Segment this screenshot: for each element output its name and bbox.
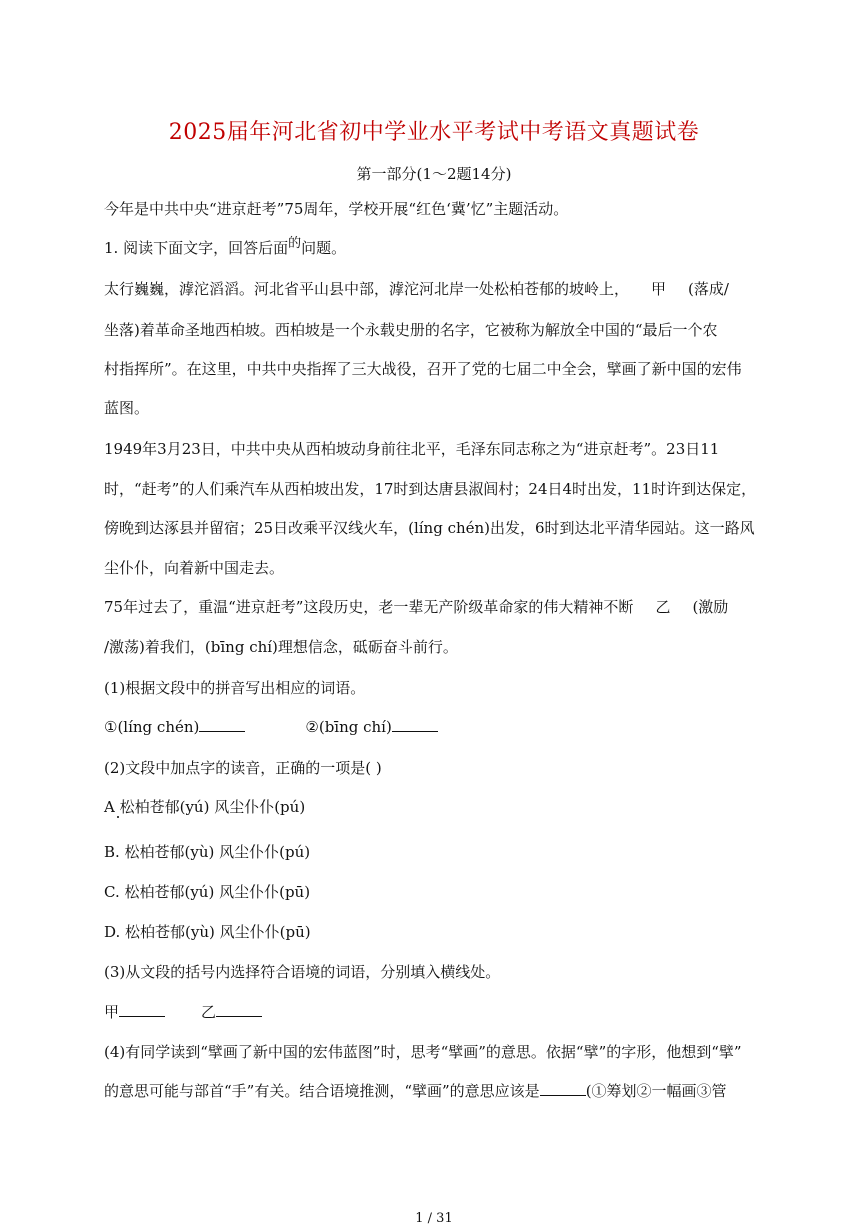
answer-blank[interactable] <box>540 1081 586 1096</box>
passage-text: 太行巍巍，滹沱滔滔。河北省平山县中部，滹沱河北岸一处松柏苍郁的坡岭上， <box>104 280 630 298</box>
passage-1-line-4: 蓝图。 <box>104 399 150 417</box>
page-number: 1 / 31 <box>415 1211 453 1226</box>
blank-mark-jia: 甲 <box>651 280 667 298</box>
passage-2-line-1: 1949年3月23日，中共中央从西柏坡动身前往北平，毛泽东同志称之为“进京赶考”。23日11 <box>104 440 720 458</box>
blank-label-yi: 乙 <box>201 1003 217 1021</box>
answer-blank[interactable] <box>199 717 245 732</box>
answer-blank[interactable] <box>119 1002 165 1017</box>
passage-1-line-1 <box>104 279 729 299</box>
passage-3-line-1 <box>104 597 728 617</box>
subquestion-3-blanks <box>104 1002 262 1022</box>
subquestion-2: (2)文段中加点字的读音，正确的一项是( ) <box>104 759 382 777</box>
blank-label-jia: 甲 <box>104 1003 120 1021</box>
passage-3-line-2: /激荡)着我们，(bīng chí)理想信念，砥砺奋斗前行。 <box>104 638 458 656</box>
q1-tail: 问题。 <box>301 239 347 257</box>
subquestion-1: (1)根据文段中的拼音写出相应的词语。 <box>104 679 366 697</box>
blank-label-a: ①(líng chén) <box>104 718 200 736</box>
option-c[interactable]: C. 松柏苍郁(yú) 风尘仆仆(pū) <box>104 883 311 901</box>
page-title: 2025届年河北省初中学业水平考试中考语文真题试卷 <box>168 120 700 145</box>
passage-2-line-2: 时，“赶考”的人们乘汽车从西柏坡出发，17时到达唐县淑闾村；24日4时出发，11时许到达保定， <box>104 480 757 498</box>
question-text: (①筹划②一幅画③管 <box>585 1082 727 1100</box>
subquestion-4-line-1: (4)有同学读到“擘画了新中国的宏伟蓝图”时，思考“擘画”的意思。依据“擘”的字形，他想到“擘” <box>104 1043 742 1061</box>
option-d[interactable]: D. 松柏苍郁(yù) 风尘仆仆(pū) <box>104 923 311 941</box>
passage-text: (落成/ <box>688 280 729 298</box>
answer-blank[interactable] <box>392 717 438 732</box>
passage-text: 75年过去了，重温“进京赶考”这段历史，老一辈无产阶级革命家的伟大精神不断 <box>104 598 634 616</box>
answer-blank[interactable] <box>216 1002 262 1017</box>
q1-raised-char: 的 <box>288 236 302 251</box>
passage-2-line-4: 尘仆仆，向着新中国走去。 <box>104 559 285 577</box>
option-a[interactable]: A 松柏苍郁(yú) 风尘仆仆(pú) <box>104 798 306 816</box>
subquestion-4-line-2 <box>104 1081 727 1101</box>
passage-text: (激励 <box>692 598 729 616</box>
q1-lead: 1. 阅读下面文字，回答后面 <box>104 239 289 257</box>
question-1-heading <box>104 238 346 260</box>
intro-text: 今年是中共中央“进京赶考”75周年，学校开展“红色‘冀’忆”主题活动。 <box>104 200 569 218</box>
passage-1-line-3: 村指挥所”。在这里，中共中央指挥了三大战役，召开了党的七届二中全会，擘画了新中国的宏伟 <box>104 360 742 378</box>
passage-2-line-3: 傍晚到达涿县并留宿；25日改乘平汉线火车，(líng chén)出发，6时到达北平清华园站。这一路风 <box>104 519 755 537</box>
passage-1-line-2: 坐落)着革命圣地西柏坡。西柏坡是一个永载史册的名字，它被称为解放全中国的“最后一个农 <box>104 321 718 339</box>
question-text: 的意思可能与部首“手”有关。结合语境推测，“擘画”的意思应该是 <box>104 1082 540 1100</box>
stray-dot <box>117 816 119 818</box>
subquestion-3: (3)从文段的括号内选择符合语境的词语，分别填入横线处。 <box>104 963 501 981</box>
section-subtitle: 第一部分(1～2题14分) <box>356 165 512 183</box>
subquestion-1-blanks <box>104 717 438 737</box>
blank-mark-yi: 乙 <box>655 598 671 616</box>
option-b[interactable]: B. 松柏苍郁(yù) 风尘仆仆(pú) <box>104 843 311 861</box>
blank-label-b: ②(bīng chí) <box>305 718 392 736</box>
